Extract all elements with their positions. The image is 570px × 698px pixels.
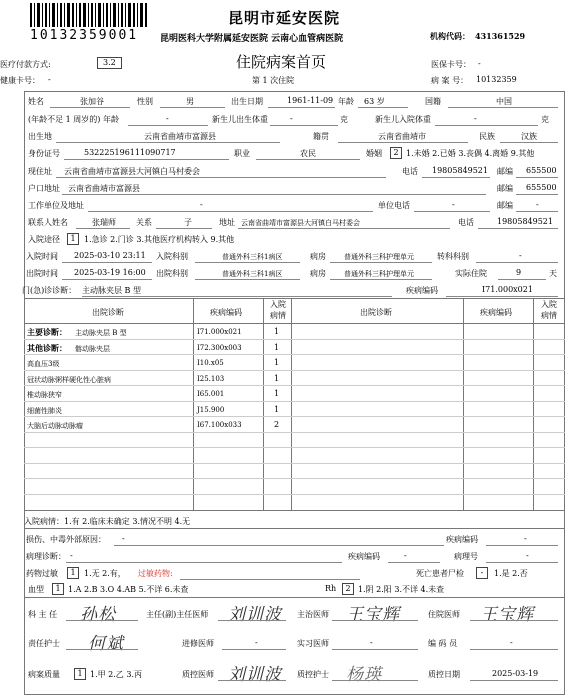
in-room-label: 病房 [310, 252, 326, 261]
contact-label: 联系人姓名 [28, 218, 68, 227]
contact-value: 张瑞师 [92, 218, 116, 227]
barcode [30, 3, 148, 27]
country-value: 中国 [496, 97, 512, 106]
marriage-options: 1.未婚 2.已婚 3.丧偶 4.离婚 9.其他 [406, 149, 535, 158]
injury-value: - [122, 534, 125, 543]
underline [195, 279, 300, 280]
dob-label: 出生日期 [231, 97, 263, 106]
insurance-value: - [478, 59, 481, 68]
card-label: 健康卡号： [0, 76, 40, 85]
underline [66, 562, 342, 563]
diag-code: I65.001 [197, 390, 225, 398]
table-bottom [24, 510, 565, 511]
underline [338, 142, 468, 143]
injury-code-value: - [524, 534, 527, 543]
table-top [24, 298, 565, 299]
underline [156, 228, 212, 229]
in-time-label: 入院时间 [26, 252, 58, 261]
diag-code: I10.x05 [197, 359, 224, 367]
qc-nurse-signature: 杨瑛 [346, 665, 382, 685]
chief-signature: 刘训波 [228, 605, 282, 625]
diag-name: 冠状动脉粥样硬化性心脏病 [27, 375, 111, 384]
document-title: 住院病案首页 [236, 53, 327, 71]
allergy-drug-label: 过敏药物: [138, 569, 173, 578]
stay-label: 实际住院 [455, 269, 487, 278]
outpatient-code-value: I71.000x021 [482, 285, 533, 294]
diag-admit-cond: 1 [274, 342, 280, 352]
job-label: 职业 [234, 149, 250, 158]
contact-phone-label: 电话 [458, 218, 474, 227]
attending-label: 主治医师 [297, 610, 329, 619]
underline [332, 620, 418, 621]
infant-age-label: (年龄不足 1 周岁的) 年龄 [28, 115, 119, 124]
underline [330, 262, 432, 263]
diag-admit-cond: 1 [274, 389, 280, 398]
th-disease-code-2: 疾病编码 [480, 308, 512, 317]
transfer-value: - [519, 251, 522, 260]
underline [56, 142, 280, 143]
underline [446, 296, 558, 297]
stay-unit: 天 [549, 269, 557, 278]
chief-label: 主任(副)主任医师 [146, 610, 209, 619]
underline [180, 579, 360, 580]
row-divider [24, 432, 565, 433]
diag-name: 细菌性肺炎 [27, 406, 62, 415]
newborn-weight-unit: 克 [340, 115, 348, 124]
diag-code: I72.300x003 [197, 343, 242, 352]
newborn-admit-label: 新生儿入院体重 [375, 115, 431, 124]
underline [470, 620, 558, 621]
admit-times: 第 1 次住院 [252, 76, 295, 85]
zip-value: 655500 [526, 166, 557, 175]
admit-cond-legend: 入院病情：1.有 2.临床未确定 3.情况不明 4.无 [24, 517, 191, 526]
hukou-zip-label: 邮编 [497, 184, 513, 193]
row-divider [24, 370, 565, 371]
table-header-bottom [24, 323, 565, 324]
underline [82, 296, 392, 297]
name-value: 张加谷 [80, 97, 104, 106]
birthplace-value: 云南省曲靖市富源县 [144, 132, 216, 141]
rh-options: 1.阴 2.阳 3.不详 4.未查 [358, 585, 445, 594]
diag-name: 大脑后动脉动脉瘤 [27, 422, 83, 430]
stay-value: 9 [516, 268, 522, 277]
hospital-name: 昆明市延安医院 [228, 9, 341, 27]
underline [358, 107, 408, 108]
underline [88, 211, 373, 212]
blood-options: 1.A 2.B 3.O 4.AB 5.不详 6.未查 [68, 585, 189, 594]
underline [500, 142, 558, 143]
work-zip-label: 邮编 [497, 201, 513, 210]
record-value: 10132359 [476, 75, 517, 84]
underline [56, 177, 386, 178]
diag-prefix: 其他诊断： [27, 342, 67, 353]
dob-value: 1961-11-09 [287, 96, 334, 105]
qc-doctor-signature: 刘训波 [228, 665, 282, 685]
underline [62, 279, 152, 280]
coder-value: - [510, 638, 513, 647]
rh-box: 2 [342, 583, 354, 595]
diag-name: 椎动脉狭窄 [27, 391, 62, 399]
divider [24, 597, 565, 598]
underline [66, 649, 138, 650]
underline [66, 620, 138, 621]
record-label: 病 案 号： [431, 76, 469, 85]
underline [470, 680, 558, 681]
underline [478, 228, 558, 229]
underline [486, 545, 558, 546]
underline [160, 107, 225, 108]
route-box: 1 [67, 233, 79, 245]
origin-value: 云南省曲靖市 [378, 132, 426, 141]
newborn-admit-value: - [474, 114, 477, 123]
row-divider [24, 416, 565, 417]
in-dept-value: 普通外科三科1病区 [222, 253, 283, 261]
diag-admit-cond: 1 [274, 327, 280, 336]
th-discharge-diag-2: 出院诊断 [360, 308, 392, 317]
diag-name: 主动脉夹层 B 型 [75, 329, 127, 337]
contact-addr-label: 地址 [219, 218, 235, 227]
route-options: 1.急诊 2.门诊 3.其他医疗机构转入 9.其他 [84, 235, 235, 244]
work-zip-value: - [536, 200, 539, 209]
frame-left [24, 91, 25, 694]
frame-right [564, 91, 565, 694]
marriage-label: 婚姻 [366, 149, 382, 158]
age-value: 63 岁 [364, 97, 385, 106]
underline [238, 228, 450, 229]
relation-value: 子 [184, 218, 192, 227]
trainee-value: - [255, 638, 258, 647]
diag-prefix: 主要诊断： [27, 327, 67, 337]
row-divider [24, 354, 565, 355]
barcode-number: 10132359001 [30, 28, 139, 43]
path-code-label: 疾病编码 [348, 552, 380, 561]
diag-code: I25.103 [197, 374, 225, 383]
underline [218, 620, 286, 621]
pathology-value: - [70, 551, 73, 560]
quality-box: 1 [74, 668, 86, 680]
allergy-options: 1.无 2.有， [84, 569, 126, 578]
row-divider [24, 447, 565, 448]
underline [486, 562, 558, 563]
underline [256, 159, 360, 160]
outpatient-value: 主动脉夹层 B 型 [82, 286, 141, 295]
quality-options: 1.甲 2.乙 3.丙 [90, 670, 142, 679]
row-divider [24, 385, 565, 386]
diag-admit-cond: 1 [274, 358, 280, 367]
injury-label: 损伤、中毒外部原因： [26, 535, 106, 544]
id-label: 身份证号 [28, 149, 60, 158]
underline [62, 194, 486, 195]
pay-value: 3.2 [97, 57, 122, 69]
route-label: 入院途径 [28, 235, 60, 244]
work-value: - [200, 200, 203, 209]
intern-label: 实习医师 [297, 639, 329, 648]
zip-label: 邮编 [497, 167, 513, 176]
nurse-signature: 何斌 [88, 634, 124, 654]
underline [195, 262, 300, 263]
resident-label: 住院医师 [428, 610, 460, 619]
underline [268, 107, 335, 108]
contact-addr-value: 云南省曲靖市富源县大河镇白马村委会 [241, 219, 360, 227]
underline [498, 279, 546, 280]
underline [516, 211, 558, 212]
path-code-value: - [404, 551, 407, 560]
newborn-weight-value: - [290, 114, 293, 123]
diag-name: 高血压3级 [27, 360, 60, 368]
blood-box: 1 [52, 583, 64, 595]
name-label: 姓名 [28, 97, 44, 106]
underline [435, 125, 538, 126]
director-label: 科 主 任 [28, 610, 58, 619]
th-admit-cond: 入院病情 [270, 300, 286, 320]
row-divider [24, 478, 565, 479]
out-room-label: 病房 [310, 269, 326, 278]
quality-label: 病案质量 [28, 670, 60, 679]
age-label: 年龄 [338, 97, 354, 106]
resident-signature: 王宝辉 [480, 605, 534, 625]
birthplace-label: 出生地 [28, 132, 52, 141]
underline [332, 649, 418, 650]
allergy-box: 1 [67, 567, 79, 579]
attending-signature: 王宝辉 [346, 605, 400, 625]
underline [448, 107, 558, 108]
diag-admit-cond: 1 [274, 404, 280, 414]
path-no-label: 病理号 [454, 552, 478, 561]
work-label: 工作单位及地址 [28, 201, 84, 210]
diag-admit-cond: 1 [274, 373, 280, 383]
address-label: 现住址 [28, 167, 52, 176]
in-time-value: 2025-03-10 23:11 [74, 251, 146, 260]
country-label: 国籍 [425, 97, 441, 106]
pathology-label: 病理诊断： [26, 552, 66, 561]
underline [128, 125, 208, 126]
origin-label: 籍贯 [313, 132, 329, 141]
card-value: - [48, 75, 51, 84]
qc-date-label: 质控日期 [428, 670, 460, 679]
nurse-label: 责任护士 [28, 639, 60, 648]
relation-label: 关系 [136, 218, 152, 227]
row-divider [24, 339, 565, 340]
divider [24, 528, 565, 529]
underline [516, 177, 558, 178]
underline [114, 545, 444, 546]
autopsy-box: - [476, 567, 488, 579]
trainee-label: 进修医师 [182, 639, 214, 648]
in-dept-label: 入院科别 [156, 252, 188, 261]
outpatient-label: 门(急)诊诊断： [22, 286, 77, 295]
pay-label: 医疗付款方式: [0, 60, 51, 69]
underline [422, 177, 490, 178]
hukou-zip-value: 655500 [526, 183, 557, 192]
ethnic-value: 汉族 [521, 132, 537, 141]
blood-label: 血型 [28, 585, 44, 594]
coder-label: 编 码 员 [428, 639, 458, 648]
org-code-label: 机构代码： [430, 31, 470, 41]
th-discharge-diag: 出院诊断 [92, 308, 124, 317]
marriage-box: 2 [390, 147, 402, 159]
underline [218, 680, 286, 681]
qc-date-value: 2025-03-19 [492, 669, 539, 678]
underline [64, 159, 229, 160]
underline [330, 279, 432, 280]
out-dept-value: 普通外科三科1病区 [222, 270, 283, 278]
underline [332, 680, 418, 681]
sex-value: 男 [186, 97, 194, 106]
injury-code-label: 疾病编码 [446, 535, 478, 544]
underline [470, 649, 558, 650]
address-value: 云南省曲靖市富源县大河镇白马村委会 [64, 167, 200, 176]
phone-label: 电话 [402, 167, 418, 176]
underline [76, 228, 130, 229]
org-code: 431361529 [475, 31, 526, 41]
intern-value: - [370, 638, 373, 647]
qc-doctor-label: 质控医师 [182, 670, 214, 679]
underline [388, 562, 440, 563]
diag-name: 髂动脉夹层 [75, 344, 110, 353]
contact-phone-value: 19805849521 [497, 217, 553, 226]
job-value: 农民 [300, 149, 316, 158]
underline [270, 125, 338, 126]
id-value: 532225196111090717 [84, 148, 176, 157]
hukou-label: 户口地址 [28, 184, 60, 193]
row-divider [24, 401, 565, 402]
newborn-weight-label: 新生儿出生体重 [212, 115, 268, 124]
path-no-value: - [526, 551, 529, 560]
insurance-label: 医保卡号： [431, 60, 471, 69]
th-admit-cond-2: 入院病情 [541, 300, 557, 320]
allergy-label: 药物过敏 [26, 569, 58, 578]
row-divider [24, 463, 565, 464]
underline [414, 211, 490, 212]
out-time-label: 出院时间 [26, 269, 58, 278]
rh-label: Rh [325, 584, 337, 593]
ethnic-label: 民族 [479, 132, 495, 141]
diag-code: I67.100x033 [197, 421, 242, 429]
newborn-admit-unit: 克 [541, 115, 549, 124]
underline [222, 649, 286, 650]
row-divider [24, 494, 565, 495]
out-dept-label: 出院科别 [156, 269, 188, 278]
autopsy-options: 1.是 2.否 [494, 569, 528, 578]
phone-value: 19805849521 [432, 166, 488, 175]
outpatient-code-label: 疾病编码 [406, 286, 438, 295]
autopsy-label: 死亡患者尸检 [416, 569, 464, 578]
infant-age-value: - [166, 114, 169, 123]
out-room-value: 普通外科三科护理单元 [344, 270, 414, 278]
underline [50, 107, 130, 108]
work-phone-label: 单位电话 [378, 201, 410, 210]
diag-code: I71.000x021 [197, 328, 242, 336]
underline [476, 262, 558, 263]
qc-nurse-label: 质控护士 [297, 670, 329, 679]
affiliations: 昆明医科大学附属延安医院 云南心血管病医院 [160, 34, 344, 44]
work-phone-value: - [452, 200, 455, 209]
diag-admit-cond: 2 [274, 420, 280, 429]
frame-bottom [24, 694, 565, 695]
underline [62, 262, 152, 263]
out-time-value: 2025-03-19 16:00 [74, 268, 146, 277]
diag-code: J15.900 [197, 405, 225, 414]
underline [516, 194, 558, 195]
in-room-value: 普通外科三科护理单元 [344, 253, 414, 261]
hukou-value: 云南省曲靖市富源县 [68, 184, 140, 193]
director-signature: 孙松 [80, 605, 116, 625]
th-disease-code: 疾病编码 [210, 308, 242, 317]
transfer-label: 转科科别 [437, 252, 469, 261]
frame-top [24, 91, 565, 92]
sex-label: 性别 [137, 97, 153, 106]
